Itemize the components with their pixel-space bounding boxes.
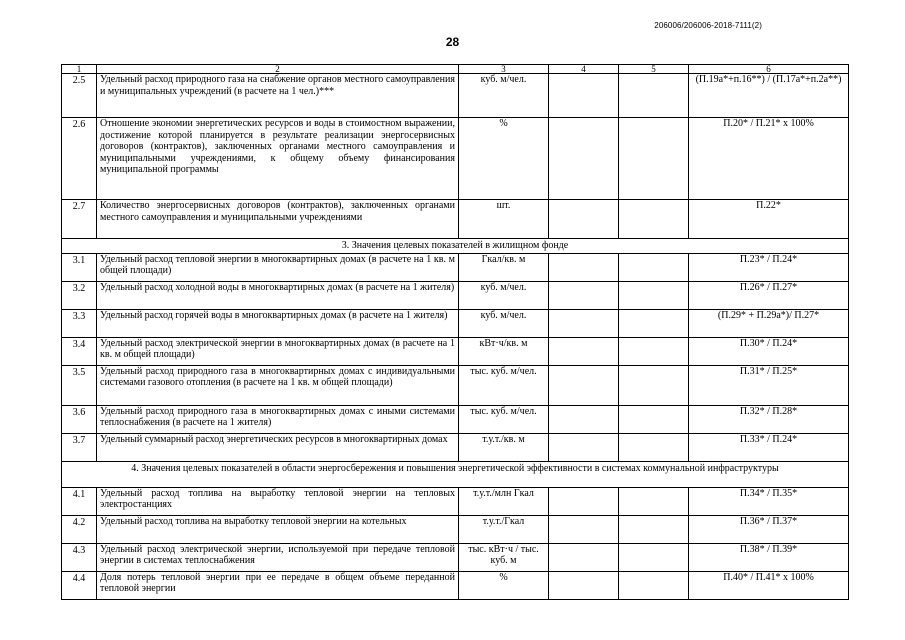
indicator-description: Удельный расход природного газа в многоквартирных домах с индивидуальными системами газового отопления (в расчете на 1 кв. м общей площади) <box>97 365 459 405</box>
value-cell <box>619 405 689 433</box>
unit-of-measure: % <box>459 571 549 599</box>
indicator-description: Удельный расход топлива на выработку тепловой энергии на котельных <box>97 515 459 543</box>
value-cell <box>549 365 619 405</box>
indicator-description: Удельный расход тепловой энергии в многоквартирных домах (в расчете на 1 кв. м общей площади) <box>97 253 459 281</box>
table-body <box>62 65 849 600</box>
unit-of-measure: Гкал/кв. м <box>459 253 549 281</box>
section-title: 3. Значения целевых показателей в жилищном фонде <box>62 239 849 254</box>
column-number: 6 <box>689 65 849 74</box>
section-header-row <box>62 239 849 254</box>
value-cell <box>619 309 689 337</box>
unit-of-measure: куб. м/чел. <box>459 309 549 337</box>
indicator-description: Доля потерь тепловой энергии при ее передаче в общем объеме переданной тепловой энергии <box>97 571 459 599</box>
table-row <box>62 515 849 543</box>
indicator-description: Отношение экономии энергетических ресурсов и воды в стоимостном выражении, достижение которой планируется в результате реализации энергосервисных договоров (контрактов), заключенных органами местного самоуправления и муниципальными учреждениями, к общему объему финансирования муниципальной программы <box>97 118 459 200</box>
value-cell <box>549 433 619 461</box>
value-cell <box>549 405 619 433</box>
unit-of-measure: тыс. куб. м/чел. <box>459 405 549 433</box>
row-number: 3.1 <box>62 253 97 281</box>
unit-of-measure: куб. м/чел. <box>459 74 549 118</box>
table-row <box>62 281 849 309</box>
value-cell <box>619 433 689 461</box>
unit-of-measure: т.у.т./кв. м <box>459 433 549 461</box>
calculation-formula: П.23* / П.24* <box>689 253 849 281</box>
value-cell <box>619 571 689 599</box>
value-cell <box>619 281 689 309</box>
row-number: 3.2 <box>62 281 97 309</box>
value-cell <box>619 487 689 515</box>
unit-of-measure: % <box>459 118 549 200</box>
indicators-table <box>61 64 849 600</box>
calculation-formula: (П.29* + П.29а*)/ П.27* <box>689 309 849 337</box>
value-cell <box>619 74 689 118</box>
section-header-row <box>62 461 849 487</box>
calculation-formula: П.32* / П.28* <box>689 405 849 433</box>
indicator-description: Удельный расход электрической энергии, используемой при передаче тепловой энергии в системах теплоснабжения <box>97 543 459 571</box>
calculation-formula: П.38* / П.39* <box>689 543 849 571</box>
value-cell <box>619 365 689 405</box>
table-row <box>62 337 849 365</box>
column-number: 4 <box>549 65 619 74</box>
calculation-formula: П.33* / П.24* <box>689 433 849 461</box>
table-row <box>62 543 849 571</box>
calculation-formula: П.34* / П.35* <box>689 487 849 515</box>
table-row <box>62 74 849 118</box>
table-row <box>62 571 849 599</box>
value-cell <box>619 337 689 365</box>
table-row <box>62 365 849 405</box>
column-number-row <box>62 65 849 74</box>
unit-of-measure: т.у.т./млн Гкал <box>459 487 549 515</box>
calculation-formula: П.22* <box>689 200 849 239</box>
row-number: 4.3 <box>62 543 97 571</box>
unit-of-measure: кВт·ч/кв. м <box>459 337 549 365</box>
calculation-formula: П.20* / П.21* х 100% <box>689 118 849 200</box>
unit-of-measure: куб. м/чел. <box>459 281 549 309</box>
row-number: 3.5 <box>62 365 97 405</box>
value-cell <box>549 543 619 571</box>
table-row <box>62 433 849 461</box>
calculation-formula: П.40* / П.41* х 100% <box>689 571 849 599</box>
row-number: 4.4 <box>62 571 97 599</box>
column-number: 2 <box>97 65 459 74</box>
value-cell <box>549 118 619 200</box>
calculation-formula: П.36* / П.37* <box>689 515 849 543</box>
value-cell <box>549 74 619 118</box>
value-cell <box>619 543 689 571</box>
indicator-description: Количество энергосервисных договоров (контрактов), заключенных органами местного самоуправления и муниципальными учреждениями <box>97 200 459 239</box>
value-cell <box>549 281 619 309</box>
value-cell <box>549 309 619 337</box>
row-number: 3.6 <box>62 405 97 433</box>
row-number: 3.3 <box>62 309 97 337</box>
indicator-description: Удельный расход электрической энергии в многоквартирных домах (в расчете на 1 кв. м общей площади) <box>97 337 459 365</box>
indicator-description: Удельный расход природного газа на снабжение органов местного самоуправления и муниципальных учреждений (в расчете на 1 чел.)*** <box>97 74 459 118</box>
indicator-description: Удельный расход природного газа в многоквартирных домах с иными системами теплоснабжения (в расчете на 1 жителя) <box>97 405 459 433</box>
row-number: 3.4 <box>62 337 97 365</box>
page-number: 28 <box>445 35 460 49</box>
value-cell <box>549 487 619 515</box>
column-number: 1 <box>62 65 97 74</box>
row-number: 4.2 <box>62 515 97 543</box>
table-row <box>62 118 849 200</box>
calculation-formula: П.30* / П.24* <box>689 337 849 365</box>
row-number: 2.7 <box>62 200 97 239</box>
table-row <box>62 253 849 281</box>
value-cell <box>549 571 619 599</box>
calculation-formula: П.26* / П.27* <box>689 281 849 309</box>
row-number: 4.1 <box>62 487 97 515</box>
indicator-description: Удельный расход холодной воды в многоквартирных домах (в расчете на 1 жителя) <box>97 281 459 309</box>
calculation-formula: П.31* / П.25* <box>689 365 849 405</box>
table-row <box>62 405 849 433</box>
column-number: 3 <box>459 65 549 74</box>
value-cell <box>549 200 619 239</box>
table-row <box>62 487 849 515</box>
row-number: 2.5 <box>62 74 97 118</box>
value-cell <box>549 253 619 281</box>
value-cell <box>619 200 689 239</box>
row-number: 3.7 <box>62 433 97 461</box>
section-title: 4. Значения целевых показателей в области энергосбережения и повышения энергетической эффективности в системах коммунальной инфраструктуры <box>62 461 849 487</box>
unit-of-measure: т.у.т./Гкал <box>459 515 549 543</box>
value-cell <box>619 253 689 281</box>
column-number: 5 <box>619 65 689 74</box>
indicator-description: Удельный расход горячей воды в многоквартирных домах (в расчете на 1 жителя) <box>97 309 459 337</box>
row-number: 2.6 <box>62 118 97 200</box>
value-cell <box>549 515 619 543</box>
unit-of-measure: тыс. куб. м/чел. <box>459 365 549 405</box>
value-cell <box>619 118 689 200</box>
value-cell <box>619 515 689 543</box>
unit-of-measure: тыс. кВт·ч / тыс. куб. м <box>459 543 549 571</box>
indicator-description: Удельный расход топлива на выработку тепловой энергии на тепловых электростанциях <box>97 487 459 515</box>
table-row <box>62 200 849 239</box>
indicator-description: Удельный суммарный расход энергетических ресурсов в многоквартирных домах <box>97 433 459 461</box>
unit-of-measure: шт. <box>459 200 549 239</box>
calculation-formula: (П.19а*+п.16**) / (П.17а*+п.2а**) <box>689 74 849 118</box>
table-row <box>62 309 849 337</box>
value-cell <box>549 337 619 365</box>
document-id: 206006/206006-2018-7111(2) <box>654 21 762 30</box>
